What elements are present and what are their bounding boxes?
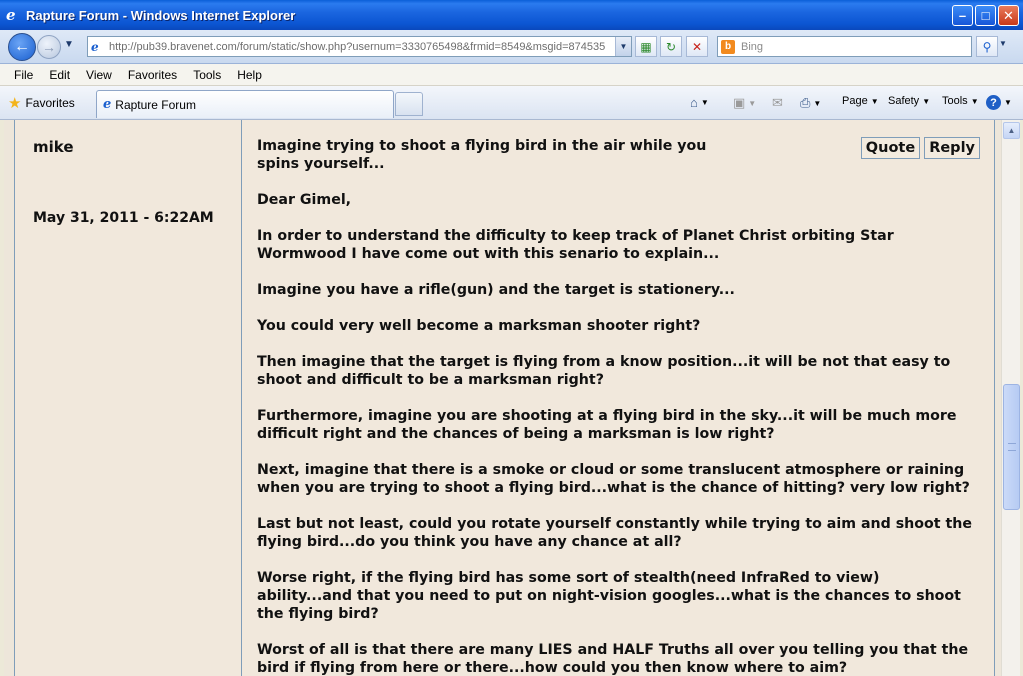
maximize-button[interactable]: □ [975,5,996,26]
vertical-scrollbar[interactable] [1001,120,1020,676]
forward-arrow-icon: → [42,39,56,55]
title-bar [0,0,1023,30]
printer-icon: ⎙ [800,95,811,110]
up-arrow-icon: ▲ [1007,126,1016,135]
window-title: Rapture Forum - Windows Internet Explorer [26,7,296,23]
bing-icon: b [721,40,735,54]
minimize-button[interactable]: – [952,5,973,26]
window-controls [952,5,1019,26]
quote-button[interactable]: Quote [861,137,920,159]
back-button[interactable] [8,33,36,61]
recent-pages-dropdown[interactable]: ▼ [64,39,74,50]
post-paragraph: Furthermore, imagine you are shooting at a flying bird in the sky...it will be much more difficult right and the chances of being a marksman is low right? [257,408,957,442]
page-menu[interactable]: Page ▼ [842,95,879,107]
rss-icon: ▣ [733,95,746,110]
search-placeholder: Bing [741,40,764,53]
tab-rapture-forum[interactable] [96,90,394,118]
forum-post [14,120,995,676]
refresh-button[interactable] [660,36,682,57]
tools-menu-label: Tools [942,95,968,107]
safety-menu[interactable]: Safety ▼ [888,95,931,107]
star-icon: ★ [8,95,22,112]
read-mail-button[interactable] [772,95,783,111]
page-content [0,120,1001,676]
post-paragraph: Imagine trying to shoot a flying bird in the air while you spins yourself... [257,138,707,172]
url-text: http://pub39.bravenet.com/forum/static/show.php?usernum=3330765498&frmid=8549&msgid=874535 [109,40,606,53]
stop-button[interactable] [686,36,708,57]
scroll-thumb[interactable] [1003,384,1020,510]
search-options-dropdown[interactable]: ▼ [999,39,1007,48]
favorites-bar [0,86,1023,120]
menu-favorites[interactable]: Favorites [127,67,178,82]
menu-file[interactable]: File [14,67,34,82]
post-paragraph: Imagine you have a rifle(gun) and the target is stationery... [257,282,735,298]
reply-button[interactable]: Reply [924,137,980,159]
mail-icon: ✉ [772,95,783,110]
stop-icon: ✕ [691,39,703,54]
menu-edit[interactable]: Edit [49,67,71,82]
favorites-label: Favorites [25,96,75,110]
feeds-button[interactable]: ▣ ▼ [733,95,757,110]
post-body-column [243,120,995,676]
refresh-icon: ↻ [665,39,677,54]
search-input[interactable] [717,36,972,57]
home-icon: ⌂ [690,95,698,110]
search-button[interactable] [976,36,998,57]
post-paragraph: Worst of all is that there are many LIES and HALF Truths all over you telling you that the bird if flying from here or there...how could you then know where to aim? [257,642,969,676]
page-menu-label: Page [842,95,868,107]
scroll-up-button[interactable] [1003,122,1020,139]
post-paragraph: Dear Gimel, [257,192,352,208]
help-icon: ? [986,95,1001,110]
compatibility-view-button[interactable] [635,36,657,57]
post-paragraph: You could very well become a marksman shooter right? [257,318,701,334]
forward-button[interactable] [37,35,61,59]
post-paragraph: In order to understand the difficulty to keep track of Planet Christ orbiting Star Wormwood I have come out with this senario to explain... [257,228,894,262]
post-paragraph: Next, imagine that there is a smoke or cloud or some translucent atmosphere or raining when you are trying to shoot a flying bird...what is the chance of hitting? very low right? [257,462,970,496]
menu-help[interactable]: Help [237,67,262,82]
close-button[interactable]: ✕ [998,5,1019,26]
post-author: mike [33,138,74,156]
post-paragraph: Then imagine that the target is flying from a know position...it will be not that easy to shoot and difficult to be a marksman right? [257,354,951,388]
menu-bar [0,64,1023,86]
menu-view[interactable]: View [86,67,112,82]
address-toolbar [0,30,1023,64]
safety-menu-label: Safety [888,95,920,107]
post-paragraph: Last but not least, could you rotate yourself constantly while trying to aim and shoot the flying bird...do you think you have any chance at all? [257,516,973,550]
grip-icon [1008,443,1016,451]
back-arrow-icon: ← [14,38,30,55]
favorites-button[interactable] [8,94,75,112]
help-menu[interactable]: ? ▼ [986,95,1012,110]
tools-menu[interactable]: Tools ▼ [942,95,979,107]
search-icon: ⚲ [982,39,992,54]
address-bar[interactable] [87,36,632,57]
ie-logo-icon: e [6,6,16,24]
tab-page-icon: e [103,97,112,112]
post-date: May 31, 2011 - 6:22AM [33,210,214,226]
home-button[interactable]: ⌂ ▼ [690,95,709,110]
compatibility-icon: ▦ [640,39,652,54]
menu-tools[interactable]: Tools [193,67,222,82]
post-author-column [14,120,242,676]
tab-title: Rapture Forum [115,97,196,112]
page-icon: e [91,39,99,54]
post-text [257,137,972,676]
post-paragraph: Worse right, if the flying bird has some sort of stealth(need InfraRed to view) ability...and that you need to put on night-vision googles...what is the chances to shoot the flying bird? [257,570,961,622]
new-tab-button[interactable] [395,92,423,116]
address-dropdown[interactable]: ▼ [615,37,631,56]
print-button[interactable]: ⎙ ▼ [800,95,822,110]
